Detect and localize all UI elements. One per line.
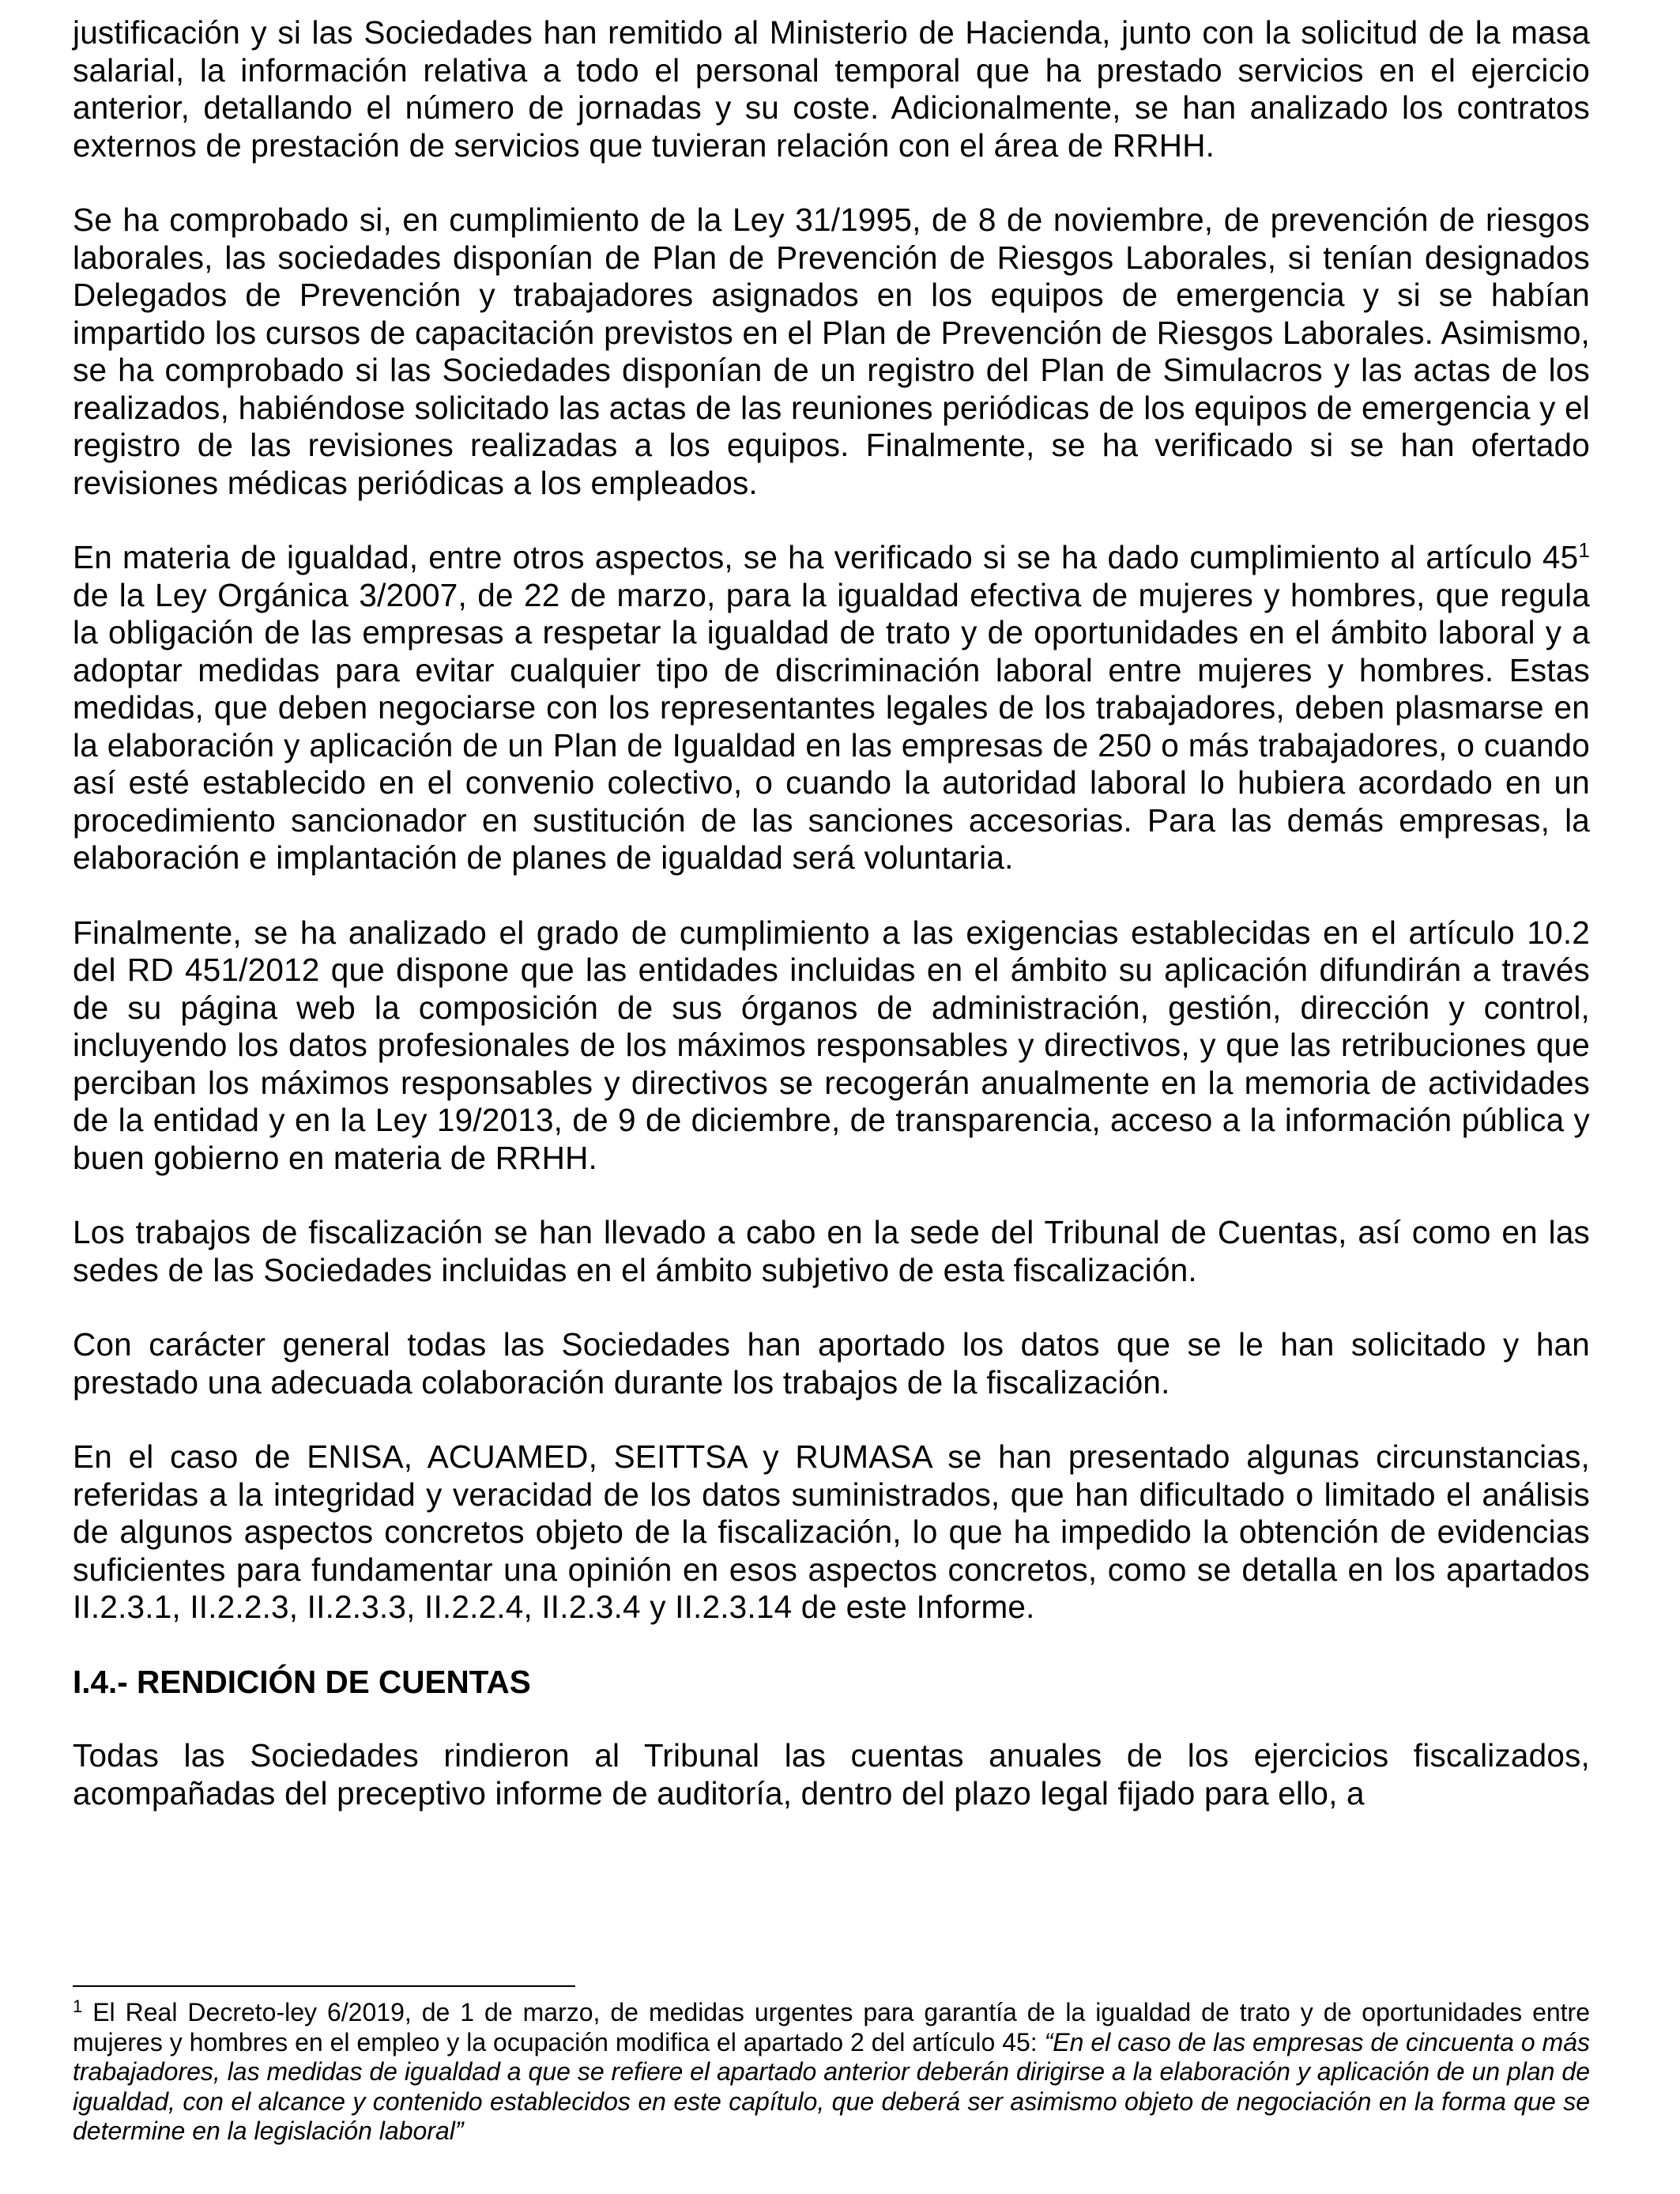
paragraph-sede-trabajos: Los trabajos de fiscalización se han llevado a cabo en la sede del Tribunal de Cuentas, así como en las sedes de las Sociedades incluidas en el ámbito subjetivo de esta fiscalización. [73, 1214, 1590, 1288]
paragraph-limitaciones: En el caso de ENISA, ACUAMED, SEITTSA y RUMASA se han presentado algunas circunstancias, referidas a la integridad y veracidad de los datos suministrados, que han dificultado o limitado el análisis de algunos aspectos concretos objeto de la fiscalización, lo que ha impedido la obtención de evidencias suficientes para fundamentar una opinión en esos aspectos concretos, como se detalla en los apartados II.2.3.1, II.2.2.3, II.2.3.3, II.2.2.4, II.2.3.4 y II.2.3.14 de este Informe. [73, 1438, 1590, 1625]
footnote-separator [73, 1985, 575, 1987]
paragraph-colaboracion: Con carácter general todas las Sociedades han aportado los datos que se le han solicitado y han prestado una adecuada colaboración durante los trabajos de la fiscalización. [73, 1326, 1590, 1400]
paragraph-igualdad-text-start: En materia de igualdad, entre otros aspectos, se ha verificado si se ha dado cumplimiento al artículo 45 [73, 539, 1579, 575]
paragraph-prevencion-riesgos: Se ha comprobado si, en cumplimiento de la Ley 31/1995, de 8 de noviembre, de prevención de riesgos laborales, las sociedades disponían de Plan de Prevención de Riesgos Laborales, si tenían designados Delegados de Prevención y trabajadores asignados en los equipos de emergencia y si se habían impartido los cursos de capacitación previstos en el Plan de Prevención de Riesgos Laborales. Asimismo, se ha comprobado si las Sociedades disponían de un registro del Plan de Simulacros y las actas de los realizados, habiéndose solicitado las actas de las reuniones periódicas de los equipos de emergencia y el registro de las revisiones realizadas a los equipos. Finalmente, se ha verificado si se han ofertado revisiones médicas periódicas a los empleados. [73, 202, 1590, 501]
paragraph-rendicion-cuentas: Todas las Sociedades rindieron al Tribunal las cuentas anuales de los ejercicios fiscalizados, acompañadas del preceptivo informe de auditoría, dentro del plazo legal fijado para ello, a [73, 1737, 1590, 1811]
footnote-text: El Real Decreto-ley 6/2019, de 1 de marzo, de medidas urgentes para garantía de la igualdad de trato y de oportunidades entre mujeres y hombres en el empleo y la ocupación modifica el apartado 2 del artículo 45: [73, 1998, 1590, 2056]
footnote-quote: “En el caso de las empresas de cincuenta o más trabajadores, las medidas de igualdad a que se refiere el apartado anterior deberán dirigirse a la elaboración y aplicación de un plan de igualdad, con el alcance y contenido establecidos en este capítulo, que deberá ser asimismo objeto de negociación en la forma que se determine en la legislación laboral” [73, 2027, 1591, 2145]
paragraph-igualdad [73, 539, 1590, 877]
paragraph-transparencia: Finalmente, se ha analizado el grado de cumplimiento a las exigencias establecidas en el artículo 10.2 del RD 451/2012 que dispone que las entidades incluidas en el ámbito su aplicación difundirán a través de su página web la composición de sus órganos de administración, gestión, dirección y control, incluyendo los datos profesionales de los máximos responsables y directivos, y que las retribuciones que perciban los máximos responsables y directivos se recogerán anualmente en la memoria de actividades de la entidad y en la Ley 19/2013, de 9 de diciembre, de transparencia, acceso a la información pública y buen gobierno en materia de RRHH. [73, 914, 1590, 1176]
document-page [73, 14, 1590, 1812]
footnote-reference[interactable]: 1 [1578, 538, 1590, 562]
footnote [73, 1998, 1590, 2147]
footnote-number: 1 [73, 1996, 83, 2016]
paragraph-personal-temporal: justificación y si las Sociedades han remitido al Ministerio de Hacienda, junto con la solicitud de la masa salarial, la información relativa a todo el personal temporal que ha prestado servicios en el ejercicio anterior, detallando el número de jornadas y su coste. Adicionalmente, se han analizado los contratos externos de prestación de servicios que tuvieran relación con el área de RRHH. [73, 14, 1590, 164]
paragraph-igualdad-text-end: de la Ley Orgánica 3/2007, de 22 de marzo, para la igualdad efectiva de mujeres y hombres, que regula la obligación de las empresas a respetar la igualdad de trato y de oportunidades en el ámbito laboral y a adoptar medidas para evitar cualquier tipo de discriminación laboral entre mujeres y hombres. Estas medidas, que deben negociarse con los representantes legales de los trabajadores, deben plasmarse en la elaboración y aplicación de un Plan de Igualdad en las empresas de 250 o más trabajadores, o cuando así esté establecido en el convenio colectivo, o cuando la autoridad laboral lo hubiera acordado en un procedimiento sancionador en sustitución de las sanciones accesorias. Para las demás empresas, la elaboración e implantación de planes de igualdad será voluntaria. [73, 576, 1590, 876]
section-heading: I.4.- RENDICIÓN DE CUENTAS [73, 1663, 531, 1700]
